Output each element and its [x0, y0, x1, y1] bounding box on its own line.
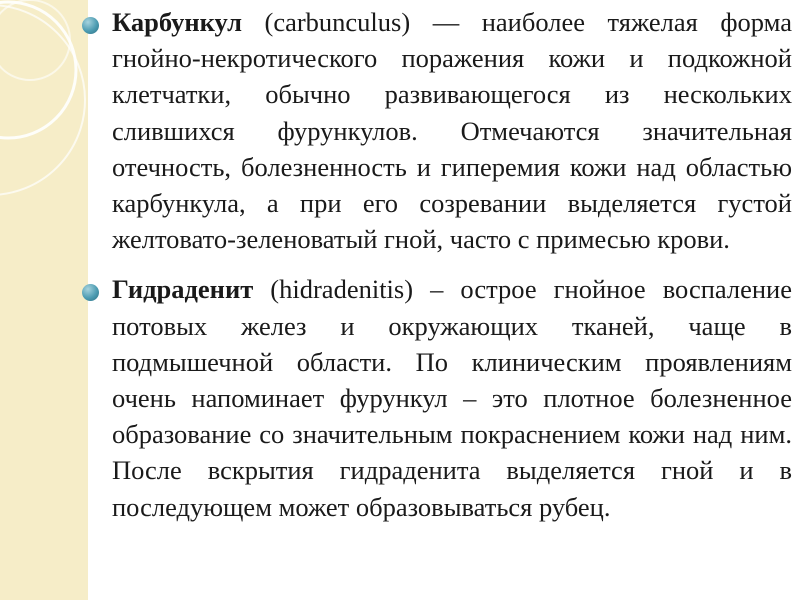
term-label: Карбункул — [112, 7, 242, 37]
bullet-icon — [82, 17, 99, 34]
bullet-text — [112, 271, 792, 524]
decorative-left-strip — [0, 0, 88, 600]
term-description: (hidradenitis) – острое гнойное воспаление потовых желез и окружающих тканей, чаще в подмышечной области. По клиническим проявлениям очень напоминает фурункул – это плотное болезненное образование со значительным покраснением кожи над ним. После вскрытия гидраденита выделяется гной и в последующем может образовываться рубец. — [112, 274, 792, 522]
bullet-text — [112, 4, 792, 257]
slide-content — [80, 4, 792, 600]
decorative-circles — [0, 0, 88, 600]
term-description: (carbunculus) — наиболее тяжелая форма гнойно-некротического поражения кожи и подкожной клетчатки, обычно развивающегося из нескольких слившихся фурункулов. Отмечаются значительная отечность, болезненность и гиперемия кожи над областью карбункула, а при его созревании выделяется густой желтовато-зеленоватый гной, часто с примесью крови. — [112, 7, 792, 255]
bullet-item-hidradenitis — [80, 271, 792, 524]
term-label: Гидраденит — [112, 274, 254, 305]
bullet-icon — [82, 284, 99, 301]
bullet-item-carbuncle — [80, 4, 792, 257]
